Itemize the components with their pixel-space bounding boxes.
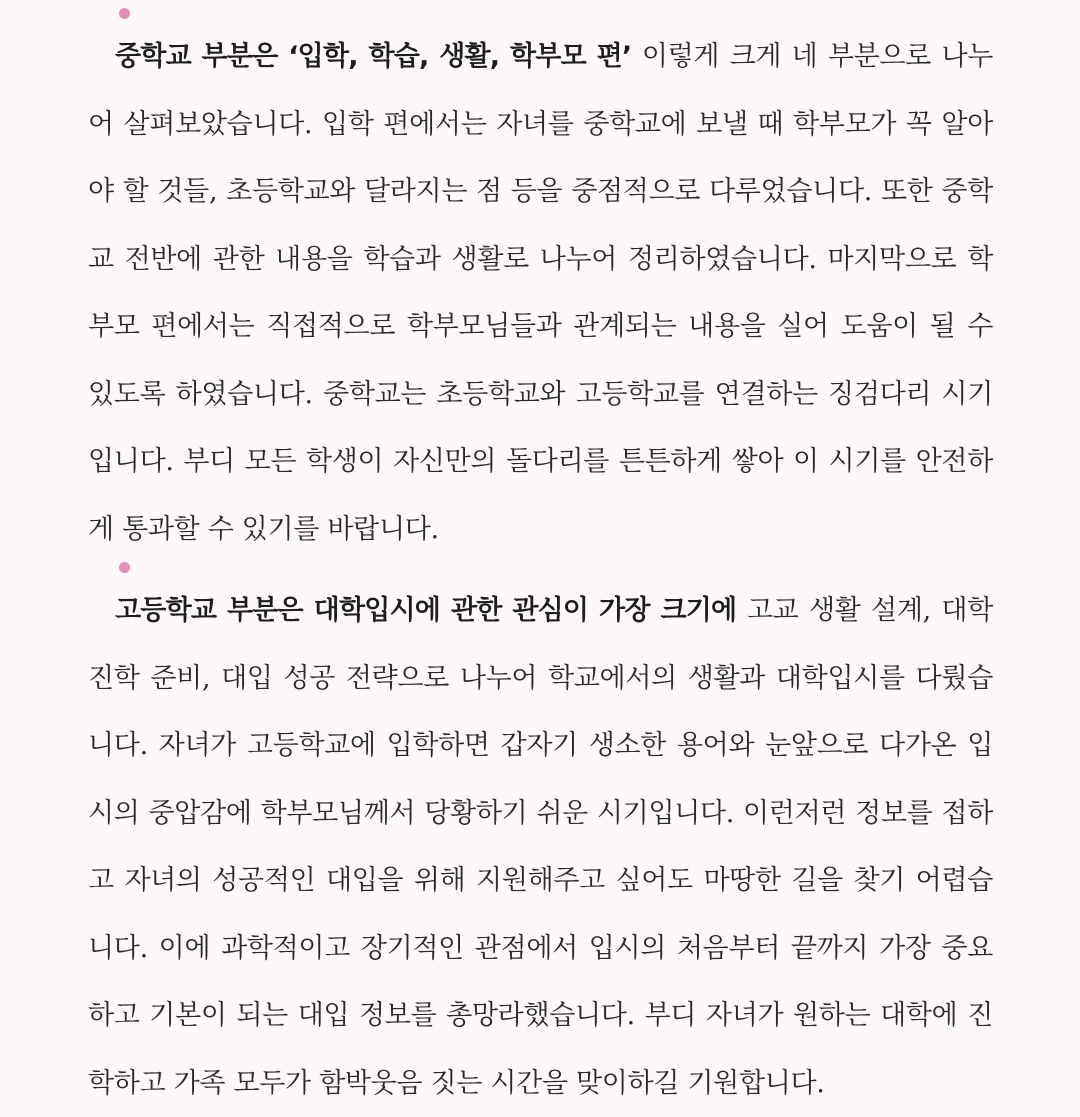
high-school-paragraph <box>88 577 993 1117</box>
middle-school-body-text: 이렇게 크게 네 부분으로 나누어 살펴보았습니다. 입학 편에서는 자녀를 중학교에 보낼 때 학부모가 꼭 알아야 할 것들, 초등학교와 달라지는 점 등을 중점적으로 다루었습니다. 또한 중학교 전반에 관한 내용을 학습과 생활로 나누어 정리하였습니다. 마지막으로 학부모 편에서는 직접적으로 학부모님들과 관계되는 내용을 실어 도움이 될 수 있도록 하였습니다. 중학교는 초등학교와 고등학교를 연결하는 징검다리 시기입니다. 부디 모든 학생이 자신만의 돌다리를 튼튼하게 쌓아 이 시기를 안전하게 통과할 수 있기를 바랍니다. <box>88 41 994 545</box>
middle-school-paragraph <box>88 23 993 563</box>
middle-school-lead-text: 중학교 부분은 ‘입학, 학습, 생활, 학부모 편’ <box>115 41 632 72</box>
middle-school-section <box>88 8 993 563</box>
pink-bullet-dot <box>119 8 130 19</box>
pink-bullet-dot <box>119 562 130 573</box>
high-school-section <box>88 562 993 1117</box>
high-school-body-text: 고교 생활 설계, 대학 진학 준비, 대입 성공 전략으로 나누어 학교에서의 생활과 대학입시를 다뤘습니다. 자녀가 고등학교에 입학하면 갑자기 생소한 용어와 눈앞으로 다가온 입시의 중압감에 학부모님께서 당황하기 쉬운 시기입니다. 이런저런 정보를 접하고 자녀의 성공적인 대입을 위해 지원해주고 싶어도 마땅한 길을 찾기 어렵습니다. 이에 과학적이고 장기적인 관점에서 입시의 처음부터 끝까지 가장 중요하고 기본이 되는 대입 정보를 총망라했습니다. 부디 자녀가 원하는 대학에 진학하고 가족 모두가 함박웃음 짓는 시간을 맞이하길 기원합니다. <box>88 595 993 1099</box>
high-school-lead-text: 고등학교 부분은 대학입시에 관한 관심이 가장 크기에 <box>115 595 737 626</box>
